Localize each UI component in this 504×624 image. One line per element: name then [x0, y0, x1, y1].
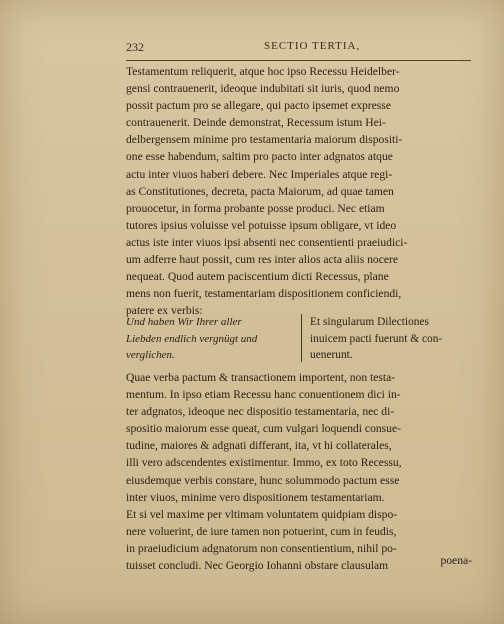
text-line: contrauenerit. Deinde demonstrat, Recessum istum Hei- — [126, 116, 386, 130]
text-line: inter viuos, minime vero dispositionem testamentariam. — [126, 490, 385, 504]
text-line: delbergensem minime pro testamentaria maiorum dispositi- — [126, 133, 403, 147]
text-line: ter adgnatos, ideoque nec dispositio testamentaria, nec di- — [126, 405, 395, 419]
running-head: SECTIO TERTIA, — [264, 40, 361, 52]
header-rule — [126, 60, 471, 61]
german-line: Liebden endlich vergnügt und — [126, 332, 258, 345]
text-line: one esse habendum, saltim pro pacto inter adgnatos atque — [126, 150, 393, 164]
paragraph-2 — [126, 369, 476, 574]
text-line: actus iste inter viuos ipsi absenti nec consentienti praeiudici- — [126, 235, 408, 249]
text-line: possit pactum pro se allegare, qui pacto ipsemet expresse — [126, 99, 391, 113]
text-line: nequeat. Quod autem paciscentium dicti Recessus, plane — [126, 270, 389, 284]
text-line: mens non fuerit, testamentariam dispositionem conficiendi, — [126, 287, 402, 301]
latin-column — [310, 314, 476, 364]
text-line: illi vero adscendentes existimentur. Immo, ex toto Recessu, — [126, 456, 402, 470]
text-line: Quae verba pactum & transactionem importent, non testa- — [126, 371, 396, 384]
column-divider — [301, 314, 302, 362]
text-line: mentum. In ipso etiam Recessu hanc conuentionem dici in- — [126, 388, 401, 402]
german-column — [126, 314, 300, 364]
text-line: as Constitutiones, decreta, pacta Maiorum, ad quae tamen — [126, 184, 394, 198]
text-line: tutores ipsius voluisse vel potuisse ipsum obligare, vt ideo — [126, 218, 397, 232]
text-line: patere ex verbis: — [126, 304, 203, 318]
german-line: verglichen. — [126, 349, 175, 362]
text-line: gensi contrauenerit, ideoque indubitati sit iuris, quod nemo — [126, 82, 400, 96]
page-number: 232 — [126, 40, 144, 54]
german-line: Und haben Wir Ihrer aller — [126, 316, 242, 328]
text-line: nere voluerint, de iure tamen non potuerint, cum in feudis, — [126, 524, 397, 538]
catchword: poena- — [440, 554, 472, 567]
text-line: tuisset concludi. Nec Georgio Iohanni obstare clausulam — [126, 559, 389, 573]
latin-line: Et singularum Dilectiones — [310, 316, 429, 328]
latin-line: inuicem pacti fuerunt & con- — [310, 332, 443, 345]
parallel-columns — [126, 314, 476, 366]
text-line: tudine, maiores & adgnati differant, ita, vt hi collaterales, — [126, 439, 392, 453]
text-line: um adferre haut possit, cum res inter alios acta aliis nocere — [126, 253, 399, 267]
paragraph-1 — [126, 63, 476, 319]
page-header — [126, 40, 471, 60]
text-line: eiusdemque verbis constare, hunc solummodo pactum esse — [126, 473, 400, 487]
text-line: in praeiudicium adgnatorum non consentientium, nihil po- — [126, 541, 397, 555]
text-line: actu inter viuos haberi debere. Nec Imperiales atque regi- — [126, 167, 393, 181]
latin-line: uenerunt. — [310, 349, 353, 362]
text-line: prouocetur, in forma probante posse produci. Nec etiam — [126, 201, 385, 215]
text-line: Et si vel maxime per vltimam voluntatem quidpiam dispo- — [126, 507, 398, 521]
text-line: Testamentum reliquerit, atque hoc ipso Recessu Heidelber- — [126, 65, 400, 78]
text-line: spositio maiorum esse queat, cum vulgari loquendi consue- — [126, 422, 401, 436]
